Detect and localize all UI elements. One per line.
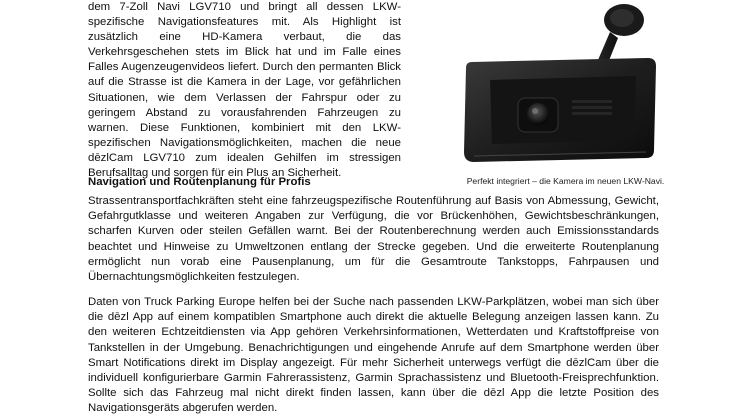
section-heading: Navigation und Routenplanung für Profis [88, 176, 311, 188]
body-paragraph-2: Daten von Truck Parking Europe helfen bei der Suche nach passenden LKW-Parkplätzen, wobei man sich über die dēzl App auf einem kompatiblen Smartphone auch direkt die aktuelle Belegung anzeigen lassen kann. Zu den weiteren Echtzeitdiensten via App gehören Verkehrsinformationen, Wetterdaten und Kraftstoffpreise von Tankstellen in der Umgebung. Benachrichtigungen und eingehende Anrufe auf dem Smartphone werden über Smart Notifications direkt im Display angezeigt. Für mehr Sicherheit unterwegs verfügt die dēzlCam über die individuell konfigurierbare Garmin Fahrerassistenz, Garmin Sprachassistenz und Bluetooth-Freisprechfunktion. Sollte sich das Fahrzeug mal nicht direkt finden lassen, kann über die dēzl App die letzte Position des Navigationsgeräts abgerufen werden. [88, 296, 659, 415]
navigation-device-camera-image [452, 0, 664, 164]
body-paragraph-1: Strassentransportfachkräften steht eine fahrzeugspezifische Routenführung auf Basis von Abmessung, Gewicht, Gefahrgutklasse und weiteren Angaben zur Verfügung, die vor Brückenhöhen, Gewichtsbeschränkungen, scharfen Kurven oder steilen Gefällen warnt. Bei der Routenberechnung werden auch Emissionsstandards beachtet und Hinweise zu Umweltzonen entlang der Strecke gegeben. Und die erweiterte Routenplanung ermöglicht nun vorab eine Pausenplanung, um für die Gesamtroute Tankstopps, Fahrpausen und Übernachtungsmöglichkeiten festzulegen. [88, 195, 659, 284]
image-caption: Perfekt integriert – die Kamera im neuen LKW-Navi. [466, 176, 665, 186]
product-photo [452, 0, 664, 164]
intro-paragraph: dem 7-Zoll Navi LGV710 und bringt all dessen LKW-spezifische Navigationsfeatures mit. Als Highlight ist zusätzlich eine HD-Kamera verbaut, die das Verkehrsgeschehen stets im Blick hat und im Falle eines Falles Augenzeugenvideos liefert. Durch den permanten Blick auf die Strasse ist die Kamera in der Lage, vor gefährlichen Situationen, wie dem Verlassen der Fahrspur oder zu geringem Abstand zu vorausfahrenden Fahrzeugen zu warnen. Diese Funktionen, kombiniert mit den LKW-spezifischen Navigationsmöglichkeiten, machen die neue dēzlCam LGV710 zum idealen Gehilfen im stressigen Berufsalltag und sorgen für ein Plus an Sicherheit. [88, 1, 401, 180]
